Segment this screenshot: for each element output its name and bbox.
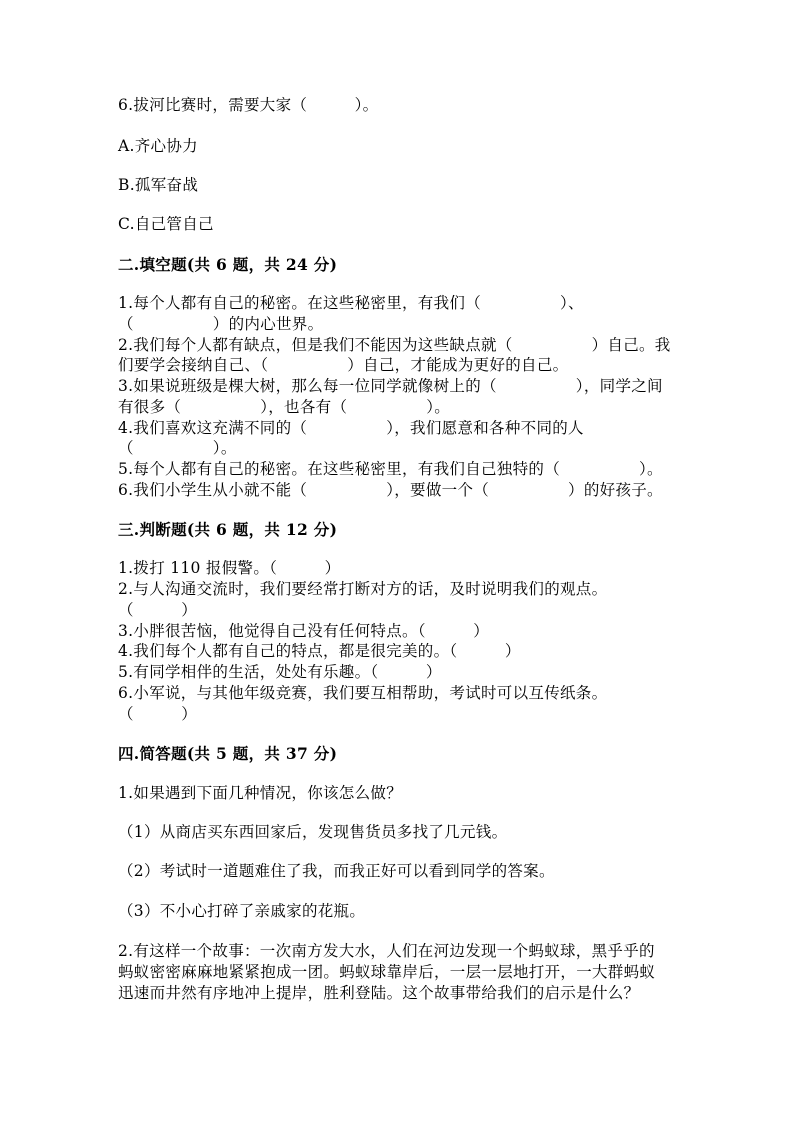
- judge-line: 5.有同学相伴的生活，处处有乐趣。（ ）: [118, 663, 442, 681]
- judge-section-heading: 三.判断题(共 6 题，共 12 分): [118, 520, 338, 539]
- short-answer-q1-item: （2）考试时一道题难住了我，而我正好可以看到同学的答案。: [118, 862, 555, 880]
- option-c: C.自己管自己: [118, 215, 214, 233]
- fill-line: （ ）的内心世界。: [118, 315, 324, 333]
- short-answer-q2-line: 2.有这样一个故事：一次南方发大水，人们在河边发现一个蚂蚁球，黑乎乎的: [118, 942, 655, 960]
- fill-line: 4.我们喜欢这充满不同的（ ），我们愿意和各种不同的人: [118, 419, 584, 437]
- fill-line: （ ）。: [118, 439, 237, 457]
- judge-line: （ ）: [118, 601, 198, 619]
- fill-line: 3.如果说班级是棵大树，那么每一位同学就像树上的（ ），同学之间: [118, 377, 663, 395]
- judge-line: 6.小军说，与其他年级竞赛，我们要互相帮助，考试时可以互传纸条。: [118, 684, 608, 702]
- short-answer-section-heading: 四.简答题(共 5 题，共 37 分): [118, 744, 338, 763]
- short-answer-q1: 1.如果遇到下面几种情况，你该怎么做？: [118, 784, 402, 802]
- short-answer-q1-item: （1）从商店买东西回家后，发现售货员多找了几元钱。: [118, 823, 508, 841]
- fill-line: 6.我们小学生从小就不能（ ），要做一个（ ）的好孩子。: [118, 481, 663, 499]
- question-6-stem: 6.拔河比赛时，需要大家（ ）。: [118, 96, 379, 114]
- fill-line: 2.我们每个人都有缺点，但是我们不能因为这些缺点就（ ）自己。我: [118, 336, 671, 354]
- fill-line: 有很多（ ），也各有（ ）。: [118, 398, 451, 416]
- short-answer-q2-line: 迅速而井然有序地冲上提岸，胜利登陆。这个故事带给我们的启示是什么？: [118, 984, 640, 1002]
- short-answer-q2-line: 蚂蚁密密麻麻地紧紧抱成一团。蚂蚁球靠岸后，一层一层地打开，一大群蚂蚁: [118, 963, 656, 981]
- option-a: A.齐心协力: [118, 137, 198, 155]
- fill-line: 们要学会接纳自己、（ ）自己，才能成为更好的自己。: [118, 356, 569, 374]
- option-b: B.孤军奋战: [118, 176, 199, 194]
- fill-section-heading: 二.填空题(共 6 题，共 24 分): [118, 255, 338, 274]
- judge-line: （ ）: [118, 705, 198, 723]
- fill-line: 1.每个人都有自己的秘密。在这些秘密里，有我们（ ）、: [118, 294, 584, 312]
- judge-line: 4.我们每个人都有自己的特点，都是很完美的。（ ）: [118, 642, 521, 660]
- judge-line: 1.拨打 110 报假警。（ ）: [118, 559, 341, 577]
- fill-line: 5.每个人都有自己的秘密。在这些秘密里，有我们自己独特的（ ）。: [118, 460, 663, 478]
- judge-line: 3.小胖很苦恼，他觉得自己没有任何特点。（ ）: [118, 622, 490, 640]
- short-answer-q1-item: （3）不小心打碎了亲戚家的花瓶。: [118, 902, 366, 920]
- judge-line: 2.与人沟通交流时，我们要经常打断对方的话，及时说明我们的观点。: [118, 580, 608, 598]
